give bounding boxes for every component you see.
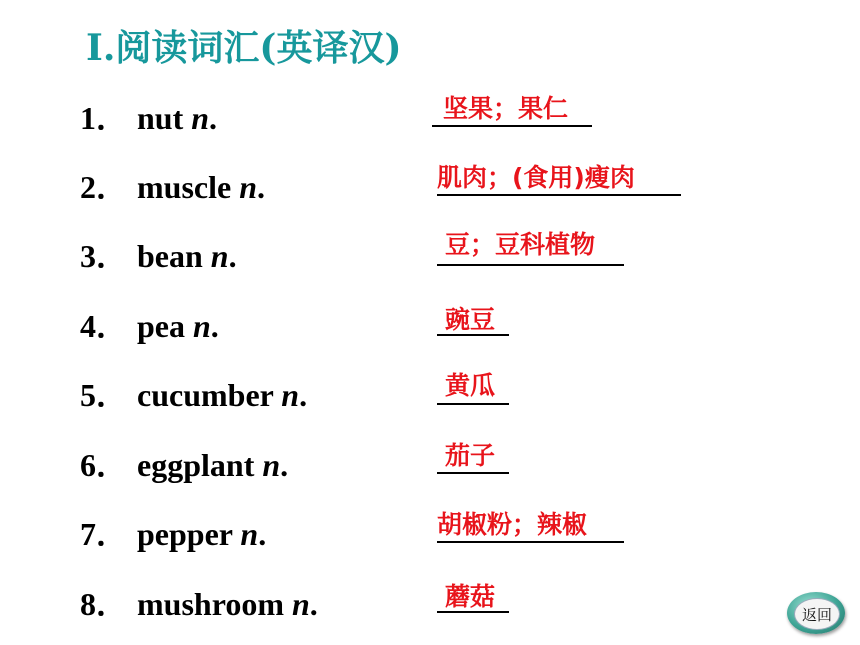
item-number: 3．: [80, 238, 129, 274]
part-of-speech: n: [210, 238, 229, 274]
word-period: .: [209, 100, 218, 136]
item-number: 7．: [80, 516, 129, 552]
answer-text: 坚果；果仁: [443, 94, 569, 123]
answer-blank: [437, 472, 509, 474]
word-period: .: [309, 586, 318, 622]
answer-text: 肌肉；(食用)瘦肉: [437, 163, 635, 192]
vocab-item: [0, 226, 860, 286]
item-word: [137, 514, 266, 554]
vocab-item: [0, 296, 860, 356]
word-text: pepper: [137, 516, 233, 552]
answer-text: 胡椒粉；辣椒: [437, 510, 588, 539]
word-period: .: [228, 238, 237, 274]
word-text: eggplant: [137, 447, 255, 483]
vocab-item: [0, 435, 860, 495]
title-roman-numeral: Ⅰ: [86, 27, 103, 69]
answer-blank: [437, 403, 509, 405]
part-of-speech: n: [240, 516, 259, 552]
answer-text: 茄子: [445, 441, 496, 470]
title-paren: (英译汉): [259, 27, 402, 69]
item-word: [137, 236, 237, 276]
part-of-speech: n: [191, 100, 210, 136]
item-word: [137, 167, 265, 207]
vocab-item: [0, 157, 860, 217]
item-number: 1．: [80, 100, 129, 136]
vocab-item: [0, 88, 860, 148]
word-period: .: [210, 308, 219, 344]
item-word: [137, 375, 307, 415]
answer-text: 黄瓜: [445, 371, 496, 400]
item-number: 6．: [80, 447, 129, 483]
answer-blank: [437, 264, 624, 266]
answer-blank: [432, 125, 592, 127]
vocab-item: [0, 504, 860, 564]
vocab-item: [0, 574, 860, 634]
vocab-item: [0, 365, 860, 425]
item-word: [137, 98, 217, 138]
item-word: [137, 584, 318, 624]
part-of-speech: n: [291, 586, 310, 622]
word-text: nut: [137, 100, 184, 136]
part-of-speech: n: [281, 377, 300, 413]
word-text: cucumber: [137, 377, 274, 413]
word-period: .: [258, 516, 267, 552]
answer-text: 豌豆: [445, 305, 496, 334]
return-button[interactable]: [787, 592, 845, 634]
item-word: [137, 445, 288, 485]
word-period: .: [257, 169, 265, 205]
answer-blank: [437, 334, 509, 336]
answer-blank: [437, 541, 624, 543]
answer-blank: [437, 611, 509, 613]
part-of-speech: n: [239, 169, 257, 205]
word-text: mushroom: [137, 586, 284, 622]
word-text: muscle: [137, 169, 232, 205]
title-main: 阅读词汇: [115, 27, 260, 69]
item-number: 4．: [80, 308, 129, 344]
answer-text: 蘑菇: [445, 582, 496, 611]
answer-blank: [437, 194, 681, 196]
item-number: 2．: [80, 169, 129, 205]
section-title: [86, 26, 401, 70]
item-word: [137, 306, 219, 346]
word-period: .: [299, 377, 308, 413]
answer-text: 豆；豆科植物: [445, 230, 596, 259]
word-period: .: [280, 447, 289, 483]
word-text: bean: [137, 238, 203, 274]
part-of-speech: n: [262, 447, 281, 483]
word-text: pea: [137, 308, 185, 344]
item-number: 8．: [80, 586, 129, 622]
title-dot: .: [102, 27, 116, 69]
part-of-speech: n: [193, 308, 211, 344]
item-number: 5．: [80, 377, 129, 413]
return-button-label[interactable]: 返回: [794, 598, 840, 630]
